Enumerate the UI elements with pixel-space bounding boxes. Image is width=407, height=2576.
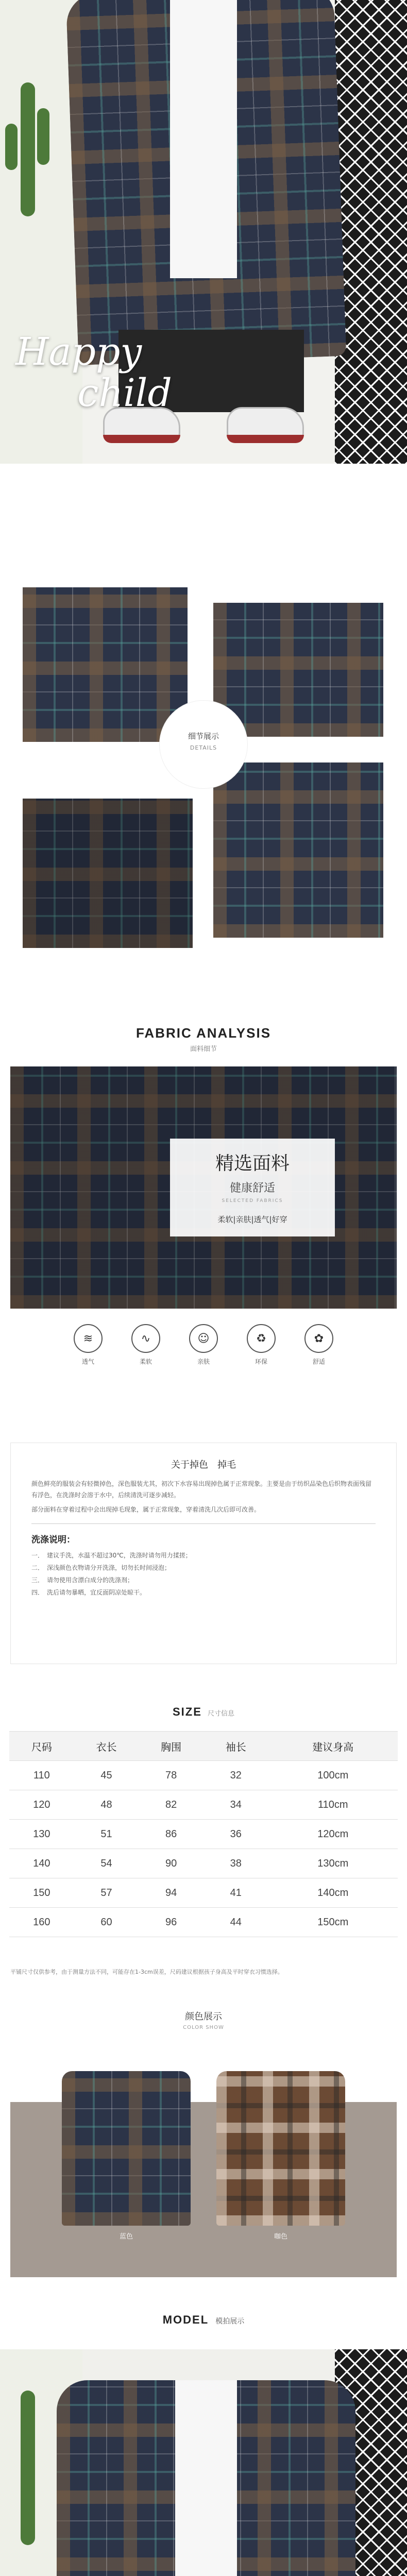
- table-row: 130 51 86 36 120cm: [9, 1820, 398, 1849]
- details-badge: [160, 701, 247, 788]
- table-row: 110 45 78 32 100cm: [9, 1761, 398, 1790]
- size-section: [0, 1700, 407, 1989]
- model-title-cn: 模拍展示: [215, 2317, 245, 2326]
- details-badge-cn: 细节展示: [188, 732, 219, 741]
- color-label-blue: 蓝色: [119, 2233, 133, 2241]
- hero-section: [0, 0, 407, 464]
- fabric-tag: ∿ 柔软: [130, 1324, 161, 1366]
- fabric-tag: ♻ 环保: [246, 1324, 277, 1366]
- fabric-section: [0, 1025, 407, 1448]
- details-section: [0, 587, 407, 999]
- wash-item: 一． 建议手洗，水温不超过30℃，洗涤时请勿用力揉搓；: [31, 1552, 192, 1559]
- skin-friendly-icon: ☺: [189, 1324, 218, 1353]
- cactus-decoration: [21, 82, 35, 216]
- wash-item: 四． 洗后请勿暴晒，宜反面阴凉处晾干。: [31, 1589, 146, 1596]
- size-title-cn: 尺寸信息: [207, 1710, 234, 1718]
- fabric-tags: [0, 1324, 407, 1366]
- fabric-banner-en: SELECTED FABRICS: [222, 1198, 283, 1204]
- color-card-brown[interactable]: [216, 2071, 345, 2246]
- detail-photo-hem: [23, 799, 193, 948]
- size-table-header: 尺码 衣长 胸围 袖长 建议身高: [9, 1732, 398, 1761]
- soft-icon: ∿: [131, 1324, 160, 1353]
- color-swatch-blue: [62, 2071, 191, 2226]
- wash-title: 洗涤说明：: [31, 1535, 75, 1545]
- fabric-banner-cn: 精选面料: [215, 1153, 290, 1174]
- size-title-en: SIZE: [172, 1705, 202, 1718]
- color-card-blue[interactable]: [62, 2071, 191, 2246]
- fabric-banner-sub: 健康舒适: [229, 1182, 275, 1195]
- care-paragraph-2: 部分面料在穿着过程中会出现掉毛现象，属于正常现象，穿着清洗几次后即可改善。: [31, 1506, 261, 1513]
- size-table: [9, 1731, 398, 1937]
- fabric-banner: [170, 1139, 335, 1236]
- colors-title-sub: COLOR SHOW: [183, 2025, 224, 2030]
- care-title: 关于掉色 掉毛: [171, 1460, 236, 1470]
- color-label-brown: 咖色: [274, 2233, 287, 2241]
- wash-item: 三． 请勿使用含漂白成分的洗涤剂；: [31, 1577, 134, 1584]
- wash-item: 二． 深浅颜色衣物请分开洗涤，切勿长时间浸泡；: [31, 1564, 171, 1571]
- detail-photo-collar: [23, 587, 188, 742]
- details-badge-en: DETAILS: [190, 744, 217, 751]
- size-note: 平铺尺寸仅供参考，由于测量方法不同，可能存在1-3cm误差，尺码建议根据孩子身高及平时穿衣习惯选择。: [10, 1969, 283, 1975]
- table-row: 160 60 96 44 150cm: [9, 1908, 398, 1937]
- fabric-banner-tags: 柔软|亲肤|透气|好穿: [217, 1215, 287, 1224]
- patterned-wall: [335, 0, 407, 464]
- fabric-tag: ☺ 亲肤: [188, 1324, 219, 1366]
- breathable-icon: ≋: [74, 1324, 103, 1353]
- fabric-title-en: FABRIC ANALYSIS: [135, 1025, 272, 1041]
- care-paragraph-1: 颜色鲜亮的服装会有轻微掉色，深色服装尤其，初次下水容易出现掉色属于正常现象。主要是由于纺织品染色后织物表面残留有浮色，在洗涤时会溶于水中，后续清洗可逐步减轻。: [31, 1480, 372, 1499]
- shoe-right: [227, 407, 304, 443]
- fabric-tag: ✿ 舒适: [303, 1324, 334, 1366]
- hero-title-line1: Happy: [15, 330, 142, 374]
- colors-section: [0, 1999, 407, 2298]
- table-row: 120 48 82 34 110cm: [9, 1790, 398, 1820]
- environment-icon: ♻: [247, 1324, 276, 1353]
- model-photo-1: [0, 2349, 407, 2576]
- detail-photo-button: [213, 603, 383, 737]
- hero-title-line2: child: [77, 371, 172, 415]
- comfort-icon: ✿: [304, 1324, 333, 1353]
- colors-title-cn: 颜色展示: [185, 2011, 222, 2022]
- fabric-tag: ≋ 透气: [73, 1324, 104, 1366]
- model-section: [0, 2303, 407, 2576]
- fabric-title-cn: 面料细节: [190, 1045, 217, 1053]
- color-swatch-brown: [216, 2071, 345, 2226]
- care-card: [10, 1443, 397, 1664]
- detail-photo-pocket: [213, 762, 383, 938]
- model-title-en: MODEL: [162, 2313, 209, 2326]
- table-row: 140 54 90 38 130cm: [9, 1849, 398, 1878]
- table-row: 150 57 94 41 140cm: [9, 1878, 398, 1908]
- care-section: [0, 1443, 407, 1669]
- white-tee: [170, 0, 237, 278]
